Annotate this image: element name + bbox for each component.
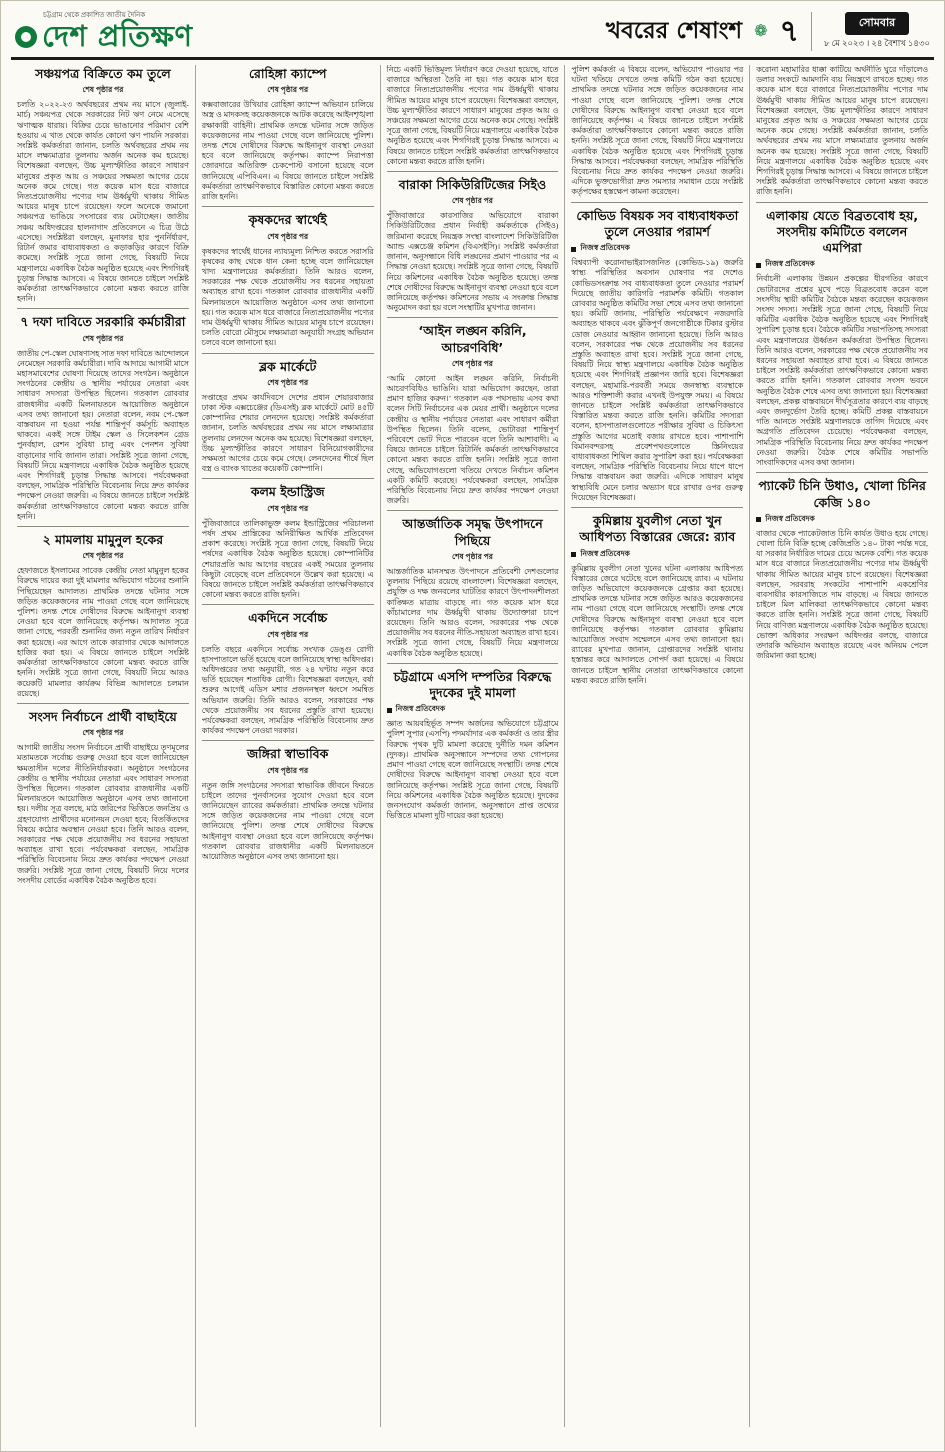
article-headline: একদিনে সর্বোচ্চ xyxy=(248,610,328,626)
column-2 xyxy=(195,65,380,1427)
article-headline: কোভিড বিষয়ক সব বাধ্যবাধকতা তুলে নেওয়ার পরামর্শ xyxy=(576,207,739,239)
article-byline: নিজস্ব প্রতিবেদক xyxy=(387,704,559,716)
article xyxy=(202,206,374,348)
article-headline: ২ মামলায় মামুনুল হকের xyxy=(42,532,164,548)
article-body: বাজার থেকে প্যাকেটজাত চিনি কার্যত উধাও হয়ে গেছে। খোলা চিনি বিক্রি হচ্ছে কেজিপ্রতি ১৪০ টাকা পর্যন্ত দরে, যা সরকার নির্ধারিত দামের চেয়ে অনেক বেশি। গত কয়েক মাস ধরে বাজারে নিত্যপ্রয়োজনীয় পণ্যের দাম ঊর্ধ্বমুখী থাকায় সীমিত আয়ের মানুষ চাপে রয়েছেন। বিশেষজ্ঞরা বলছেন, সরবরাহ সংকটের পাশাপাশি একশ্রেণির ব্যবসায়ীর কারসাজিতে দাম বাড়ছে। এ বিষয়ে জানতে চাইলে মিল মালিকরা তাৎক্ষণিকভাবে কোনো মন্তব্য করতে রাজি হননি। সংশ্লিষ্ট সূত্রে জানা গেছে, বিষয়টি নিয়ে বাণিজ্য মন্ত্রণালয়ে একাধিক বৈঠক অনুষ্ঠিত হয়েছে। ভোক্তা অধিকার সংরক্ষণ অধিদপ্তর বলছে, বাজারে তদারকি অভিযান অব্যাহত রয়েছে এবং অনিয়ম পেলে জরিমানা করা হচ্ছে। xyxy=(756,528,928,661)
column-3 xyxy=(380,65,565,1427)
article-body: পুঁজিবাজারে তালিকাভুক্ত কলম ইন্ডাস্ট্রিজের পরিচালনা পর্ষদ প্রথম প্রান্তিকের অনিরীক্ষিত আর্থিক প্রতিবেদন প্রকাশ করেছে। সংশ্লিষ্ট সূত্রে জানা গেছে, বিষয়টি নিয়ে পর্ষদের একাধিক বৈঠক অনুষ্ঠিত হয়েছে। কোম্পানিটির শেয়ারপ্রতি আয় আগের বছরের একই সময়ের তুলনায় কিছুটা বেড়েছে বলে প্রতিবেদনে উল্লেখ করা হয়েছে। এ বিষয়ে জানতে চাইলে সংশ্লিষ্ট কর্মকর্তারা তাৎক্ষণিকভাবে কোনো মন্তব্য করতে রাজি হননি। xyxy=(201,518,374,600)
article-kicker: শেষ পৃষ্ঠার পর xyxy=(82,728,124,738)
article xyxy=(571,202,743,503)
article-headline: ব্লক মার্কেটে xyxy=(259,358,317,374)
masthead-right xyxy=(606,12,930,51)
article-body: জাতীয় পে-স্কেল ঘোষণাসহ সাত দফা দাবিতে আন্দোলনে নেমেছেন সরকারি কর্মচারীরা। দাবি আদায়ে আগামী মাসে মহাসমাবেশের ঘোষণা দিয়েছে তাদের সংগঠন। অনুষ্ঠানে সংগঠনের কেন্দ্রীয় ও স্থানীয় পর্যায়ের নেতারা এবং সাধারণ সদস্যরা উপস্থিত ছিলেন। গতকাল রোববার রাজধানীর একটি মিলনায়তনে আয়োজিত অনুষ্ঠানে এসব তথ্য জানানো হয়। নেতারা বলেন, নবম পে-স্কেল বাস্তবায়ন না হওয়া পর্যন্ত শান্তিপূর্ণ কর্মসূচি অব্যাহত থাকবে। একই সঙ্গে টাইম স্কেল ও সিলেকশন গ্রেড পুনর্বহাল, রেশন সুবিধা চালু এবং পেনশন সুবিধা বাড়ানোর দাবি জানান তারা। সংশ্লিষ্ট সূত্রে জানা গেছে, বিষয়টি নিয়ে মন্ত্রণালয়ে একাধিক বৈঠক অনুষ্ঠিত হয়েছে এবং শিগগিরই চূড়ান্ত সিদ্ধান্ত আসবে। পর্যবেক্ষকরা বলছেন, সামগ্রিক পরিস্থিতি বিবেচনায় নিয়ে দ্রুত কার্যকর পদক্ষেপ নেওয়া জরুরি। এ বিষয়ে জানতে চাইলে সংশ্লিষ্ট কর্মকর্তারা তাৎক্ষণিকভাবে কোনো মন্তব্য করতে রাজি হননি। xyxy=(17,348,189,521)
article-headline: চট্টগ্রামে এসপি দম্পতির বিরুদ্ধে দুদকের দুই মামলা xyxy=(393,668,552,701)
article-headline: রোহিঙ্গা ক্যাম্পে xyxy=(248,66,327,81)
article-body: আন্তর্জাতিক মানসম্মত উৎপাদনে প্রতিবেশী দেশগুলোর তুলনায় পিছিয়ে রয়েছে বাংলাদেশ। বিশেষজ্ঞরা বলছেন, প্রযুক্তি ও দক্ষ জনবলের ঘাটতির কারণে উৎপাদনশীলতা কাঙ্ক্ষিত মাত্রায় বাড়ছে না। গত কয়েক মাস ধরে কাঁচামালের দাম ঊর্ধ্বমুখী থাকায় উদ্যোক্তারা চাপে রয়েছেন। তিনি আরও বলেন, সরকারের পক্ষ থেকে প্রয়োজনীয় সব ধরনের নীতি-সহায়তা অব্যাহত রাখা হবে। সংশ্লিষ্ট সূত্রে জানা গেছে, বিষয়টি নিয়ে মন্ত্রণালয়ে একাধিক বৈঠক অনুষ্ঠিত হয়েছে। xyxy=(386,566,559,658)
masthead xyxy=(11,7,934,55)
article-body: পুলিশ কর্মকর্তা এ বিষয়ে বলেন, অভিযোগ পাওয়ার পর ঘটনা খতিয়ে দেখতে তদন্ত কমিটি গঠন করা হয়েছে। প্রাথমিক তদন্তে ঘটনার সঙ্গে জড়িত কয়েকজনের নাম পাওয়া গেছে বলে জানিয়েছে পুলিশ। তদন্ত শেষে দোষীদের বিরুদ্ধে আইনানুগ ব্যবস্থা নেওয়া হবে বলে জানিয়েছে কর্তৃপক্ষ। এ বিষয়ে জানতে চাইলে সংশ্লিষ্ট কর্মকর্তারা তাৎক্ষণিকভাবে কোনো মন্তব্য করতে রাজি হননি। সংশ্লিষ্ট সূত্রে জানা গেছে, বিষয়টি নিয়ে মন্ত্রণালয়ে একাধিক বৈঠক অনুষ্ঠিত হয়েছে এবং শিগগিরই চূড়ান্ত সিদ্ধান্ত আসবে। পর্যবেক্ষকরা বলছেন, সামগ্রিক পরিস্থিতি বিবেচনায় নিয়ে দ্রুত কার্যকর পদক্ষেপ নেওয়া জরুরি। এদিকে ভুক্তভোগীরা দ্রুত সমস্যার সমাধান চেয়ে সংশ্লিষ্ট কর্তৃপক্ষের হস্তক্ষেপ কামনা করেছেন। xyxy=(571,65,744,197)
article-columns xyxy=(11,65,934,1427)
article-headline: ‘আইন লঙ্ঘন করিনি, আচরণবিধি’ xyxy=(418,323,527,355)
column-5 xyxy=(749,65,934,1427)
article xyxy=(202,740,374,862)
section-title: খবরের শেষাংশ xyxy=(605,18,743,44)
article-body: কুমিল্লায় যুবলীগ নেতা খুনের ঘটনা এলাকায় আধিপত্য বিস্তারের জেরে ঘটেছে বলে জানিয়েছে র‍্যাব। এ ঘটনায় জড়িত অভিযোগে কয়েকজনকে গ্রেপ্তার করা হয়েছে। প্রাথমিক তদন্তে ঘটনার সঙ্গে জড়িত আরও কয়েকজনের নাম পাওয়া গেছে বলে জানিয়েছে সংস্থাটি। তদন্ত শেষে দোষীদের বিরুদ্ধে আইনানুগ ব্যবস্থা নেওয়া হবে বলে জানিয়েছে কর্তৃপক্ষ। গতকাল রোববার কুমিল্লায় আয়োজিত সংবাদ সম্মেলনে এসব তথ্য জানানো হয়। র‍্যাবের মুখপাত্র জানান, গ্রেপ্তারদের সংশ্লিষ্ট থানায় হস্তান্তর করে আদালতে সোপর্দ করা হয়েছে। এ বিষয়ে জানতে চাইলে স্থানীয় নেতারা তাৎক্ষণিকভাবে কোনো মন্তব্য করতে রাজি হননি। xyxy=(571,563,744,685)
date-line: ৮ মে ২০২৩ । ২৪ বৈশাখ ১৪৩০ xyxy=(824,38,930,48)
article-body: নতুন জঙ্গি সংগঠনের সদস্যরা স্বাভাবিক জীবনে ফিরতে চাইলে তাদের পুনর্বাসনের সুযোগ দেওয়া হবে বলে জানিয়েছেন র‍্যাবের কর্মকর্তারা। প্রাথমিক তদন্তে ঘটনার সঙ্গে জড়িত কয়েকজনের নাম পাওয়া গেছে বলে জানিয়েছে পুলিশ। তদন্ত শেষে দোষীদের বিরুদ্ধে আইনানুগ ব্যবস্থা নেওয়া হবে বলে জানিয়েছে কর্তৃপক্ষ। গতকাল রোববার রাজধানীর একটি মিলনায়তনে আয়োজিত অনুষ্ঠানে এসব তথ্য জানানো হয়। xyxy=(201,780,374,862)
page-number: ৭ xyxy=(779,13,800,49)
article-byline: নিজস্ব প্রতিবেদক xyxy=(756,259,928,271)
paper-logo-icon xyxy=(15,26,37,48)
flower-ornament-icon: ❁ xyxy=(754,22,768,40)
article-headline: বারাকা সিকিউরিটিজের সিইও xyxy=(398,177,547,193)
article-kicker: শেষ পৃষ্ঠার পর xyxy=(267,765,309,775)
article xyxy=(387,65,559,167)
article xyxy=(387,510,559,658)
article xyxy=(202,604,374,736)
article xyxy=(202,353,374,475)
article xyxy=(17,703,189,886)
article-body: কৃষকদের স্বার্থেই ধানের ন্যায্যমূল্য নিশ্চিত করতে সরাসরি কৃষকের কাছ থেকে ধান কেনা হচ্ছে বলে জানিয়েছেন খাদ্য মন্ত্রণালয়ের কর্মকর্তারা। তিনি আরও বলেন, সরকারের পক্ষ থেকে প্রয়োজনীয় সব ধরনের সহায়তা অব্যাহত রাখা হবে। গতকাল রোববার রাজধানীর একটি মিলনায়তনে আয়োজিত অনুষ্ঠানে এসব তথ্য জানানো হয়। গত কয়েক মাস ধরে বাজারে নিত্যপ্রয়োজনীয় পণ্যের দাম ঊর্ধ্বমুখী থাকায় সীমিত আয়ের মানুষ চাপে রয়েছেন। চলতি বোরো মৌসুমে লক্ষ্যমাত্রা অনুযায়ী সংগ্রহ অভিযান চলবে বলে জানানো হয়। xyxy=(201,246,374,348)
article-headline: আন্তর্জাতিক সমৃদ্ধ উৎপাদনে পিছিয়ে xyxy=(402,516,543,548)
masthead-rule xyxy=(11,57,934,60)
article xyxy=(387,663,559,822)
article xyxy=(756,65,928,198)
day-badge: সোমবার xyxy=(845,12,909,35)
article xyxy=(17,526,189,699)
article-body: চলতি বছরে একদিনে সর্বোচ্চ সংখ্যক ডেঙ্গু রোগী হাসপাতালে ভর্তি হয়েছে বলে জানিয়েছে স্বাস্থ্য অধিদপ্তর। অধিদপ্তরের তথ্য অনুযায়ী, গত ২৪ ঘণ্টায় নতুন করে ভর্তি হয়েছেন শতাধিক রোগী। বিশেষজ্ঞরা বলছেন, বর্ষা শুরুর আগেই এডিস মশার প্রজননস্থল ধ্বংসে সমন্বিত অভিযান জরুরি। তিনি আরও বলেন, সরকারের পক্ষ থেকে প্রয়োজনীয় সব ধরনের প্রস্তুতি রাখা হয়েছে। পর্যবেক্ষকরা বলছেন, সামগ্রিক পরিস্থিতি বিবেচনায় দ্রুত কার্যকর পদক্ষেপ নেওয়া দরকার। xyxy=(201,644,374,736)
column-4 xyxy=(564,65,749,1427)
article xyxy=(387,171,559,313)
article xyxy=(571,507,743,686)
article-body: বিশ্বব্যাপী করোনাভাইরাসজনিত (কোভিড-১৯) জরুরি স্বাস্থ্য পরিস্থিতির অবসান ঘোষণার পর দেশেও কোভিডসংক্রান্ত সব বাধ্যবাধকতা তুলে নেওয়ার পরামর্শ দিয়েছে জাতীয় কারিগরি পরামর্শক কমিটি। গতকাল রোববার অনুষ্ঠিত কমিটির সভা শেষে এসব তথ্য জানানো হয়। কমিটি জানায়, পরিস্থিতি পর্যবেক্ষণে নজরদারি অব্যাহত থাকবে এবং ঝুঁকিপূর্ণ জনগোষ্ঠীকে টিকার বুস্টার ডোজ নেওয়ার আহ্বান জানানো হয়েছে। তিনি আরও বলেন, সরকারের পক্ষ থেকে প্রয়োজনীয় সব ধরনের প্রস্তুতি অব্যাহত রাখা হবে। সংশ্লিষ্ট সূত্রে জানা গেছে, বিষয়টি নিয়ে স্বাস্থ্য মন্ত্রণালয়ে একাধিক বৈঠক অনুষ্ঠিত হয়েছে এবং শিগগিরই প্রজ্ঞাপন জারি হবে। বিশেষজ্ঞরা বলছেন, মহামারি-পরবর্তী সময়ে জনস্বাস্থ্য ব্যবস্থাকে আরও শক্তিশালী করার এখনই উপযুক্ত সময়। এ বিষয়ে জানতে চাইলে সংশ্লিষ্ট কর্মকর্তারা তাৎক্ষণিকভাবে বিস্তারিত মন্তব্য করতে রাজি হননি। কমিটির সদস্যরা বলেন, হাসপাতালগুলোতে পরীক্ষার সুবিধা ও চিকিৎসা প্রস্তুতি আগের মতোই বজায় রাখতে হবে। পাশাপাশি বিমানবন্দরসহ প্রবেশপথগুলোতে স্ক্রিনিংয়ের বাধ্যবাধকতা শিথিল করার সুপারিশ করা হয়। পর্যবেক্ষকরা বলছেন, সামগ্রিক পরিস্থিতি বিবেচনায় নিয়ে ধাপে ধাপে সিদ্ধান্ত বাস্তবায়ন করা জরুরি। এদিকে সাধারণ মানুষ স্বাস্থ্যবিধি মেনে চলার অভ্যাস ধরে রাখার ওপর গুরুত্ব দিয়েছেন বিশেষজ্ঞরা। xyxy=(571,258,744,502)
article-headline: জঙ্গিরা স্বাভাবিক xyxy=(247,746,329,762)
article-headline: সঞ্চয়পত্র বিক্রিতে কম তুলে xyxy=(35,66,171,81)
article-headline: সংসদ নির্বাচনে প্রার্থী বাছাইয়ে xyxy=(29,708,177,724)
article-headline: ৭ দফা দাবিতে সরকারি কর্মচারীরা xyxy=(20,314,186,330)
article-kicker: শেষ পৃষ্ঠার পর xyxy=(267,377,309,387)
article-body: সপ্তাহের প্রথম কার্যদিবসে দেশের প্রধান শেয়ারবাজার ঢাকা স্টক এক্সচেঞ্জের (ডিএসই) ব্লক মার্কেটে মোট ৪৫টি কোম্পানির শেয়ার লেনদেন হয়েছে। সংশ্লিষ্ট কর্মকর্তারা জানান, চলতি অর্থবছরের প্রথম নয় মাসে লক্ষ্যমাত্রার তুলনায় লেনদেন অনেক কম হয়েছে। বিশেষজ্ঞরা বলছেন, উচ্চ মূল্যস্ফীতির কারণে সাধারণ বিনিয়োগকারীদের সক্ষমতা আগের চেয়ে কমে গেছে। লেনদেনের শীর্ষে ছিল বস্ত্র ও ব্যাংক খাতের কয়েকটি কোম্পানি। xyxy=(201,392,374,474)
article-byline: নিজস্ব প্রতিবেদক xyxy=(571,243,743,255)
date-block xyxy=(811,12,930,51)
article-byline: নিজস্ব প্রতিবেদক xyxy=(756,514,928,526)
article-kicker: শেষ পৃষ্ঠার পর xyxy=(267,629,309,639)
article-body: করোনা মহামারির ধাক্কা কাটিয়ে অর্থনীতি ঘুরে দাঁড়ালেও ডলার সংকটে আমদানি ব্যয় নিয়ন্ত্রণে রাখতে হচ্ছে। গত কয়েক মাস ধরে বাজারে নিত্যপ্রয়োজনীয় পণ্যের দাম ঊর্ধ্বমুখী থাকায় সীমিত আয়ের মানুষ চাপে রয়েছেন। বিশেষজ্ঞরা বলছেন, উচ্চ মূল্যস্ফীতির কারণে সাধারণ মানুষের প্রকৃত আয় ও সঞ্চয়ের সক্ষমতা আগের চেয়ে অনেক কমে গেছে। সংশ্লিষ্ট কর্মকর্তারা জানান, চলতি অর্থবছরের প্রথম নয় মাসে লক্ষ্যমাত্রার তুলনায় অর্জন অনেক কম হয়েছে। সংশ্লিষ্ট সূত্রে জানা গেছে, বিষয়টি নিয়ে মন্ত্রণালয়ে একাধিক বৈঠক অনুষ্ঠিত হয়েছে এবং শিগগিরই চূড়ান্ত সিদ্ধান্ত আসবে। এ বিষয়ে জানতে চাইলে সংশ্লিষ্ট কর্মকর্তারা তাৎক্ষণিকভাবে কোনো মন্তব্য করতে রাজি হননি। xyxy=(756,65,928,197)
column-1 xyxy=(11,65,195,1427)
article-byline: নিজস্ব প্রতিবেদক xyxy=(571,549,743,561)
article-kicker: শেষ পৃষ্ঠার পর xyxy=(452,358,493,368)
article-kicker: শেষ পৃষ্ঠার পর xyxy=(452,196,493,206)
article xyxy=(756,472,928,661)
article-body: চলতি ২০২২-২৩ অর্থবছরের প্রথম নয় মাসে (জুলাই-মার্চ) সঞ্চয়পত্র থেকে সরকারের নিট ঋণ নেমে এসেছে ঋণাত্মক ধারায়। বিক্রির চেয়ে ভাঙানোর পরিমাণ বেশি হওয়ায় এ খাত থেকে কার্যত কোনো ঋণ পায়নি সরকার। সংশ্লিষ্ট কর্মকর্তারা জানান, চলতি অর্থবছরের প্রথম নয় মাসে লক্ষ্যমাত্রার তুলনায় অর্জন অনেক কম হয়েছে। বিশেষজ্ঞরা বলছেন, উচ্চ মূল্যস্ফীতির কারণে সাধারণ মানুষের প্রকৃত আয় ও সঞ্চয়ের সক্ষমতা আগের চেয়ে অনেক কমে গেছে। গত কয়েক মাস ধরে বাজারে নিত্যপ্রয়োজনীয় পণ্যের দাম ঊর্ধ্বমুখী থাকায় সীমিত আয়ের মানুষ চাপে রয়েছেন। ফলে অনেকে জমানো সঞ্চয়পত্র ভাঙিয়ে সংসারের ব্যয় মেটাচ্ছেন। জাতীয় সঞ্চয় অধিদপ্তরের হালনাগাদ প্রতিবেদনে এ চিত্র উঠে এসেছে। সংশ্লিষ্টরা বলছেন, মুনাফার হার পুনর্নির্ধারণ, রিটার্ন জমার বাধ্যবাধকতা ও কড়াকড়ির কারণে বিক্রি কমেছে। সংশ্লিষ্ট সূত্রে জানা গেছে, বিষয়টি নিয়ে মন্ত্রণালয়ে একাধিক বৈঠক অনুষ্ঠিত হয়েছে এবং শিগগিরই চূড়ান্ত সিদ্ধান্ত আসবে। এ বিষয়ে জানতে চাইলে সংশ্লিষ্ট কর্মকর্তারা তাৎক্ষণিকভাবে কোনো মন্তব্য করতে রাজি হননি। xyxy=(17,100,189,304)
article-headline: এলাকায় যেতে বিব্রতবোধ হয়, সংসদীয় কমিটিতে বললেন এমপিরা xyxy=(766,207,919,256)
article-kicker: শেষ পৃষ্ঠার পর xyxy=(452,551,493,561)
article-kicker: শেষ পৃষ্ঠার পর xyxy=(267,85,309,95)
article xyxy=(17,66,189,304)
article-kicker: শেষ পৃষ্ঠার পর xyxy=(267,231,309,241)
article-kicker: শেষ পৃষ্ঠার পর xyxy=(82,551,124,561)
article-body: হেফাজতে ইসলামের সাবেক কেন্দ্রীয় নেতা মামুনুল হকের বিরুদ্ধে দায়ের করা দুই মামলার অভিযোগ গঠনের শুনানি পিছিয়েছেন আদালত। প্রাথমিক তদন্তে ঘটনার সঙ্গে জড়িত কয়েকজনের নাম পাওয়া গেছে বলে জানিয়েছে পুলিশ। তদন্ত শেষে দোষীদের বিরুদ্ধে আইনানুগ ব্যবস্থা নেওয়া হবে বলে জানিয়েছে কর্তৃপক্ষ। আদালত সূত্রে জানা গেছে, পরবর্তী শুনানির জন্য নতুন তারিখ নির্ধারণ করা হয়েছে। এর আগে তাকে কারাগার থেকে আদালতে হাজির করা হয়। এ বিষয়ে জানতে চাইলে সংশ্লিষ্ট কর্মকর্তারা তাৎক্ষণিকভাবে কোনো মন্তব্য করতে রাজি হননি। সংশ্লিষ্ট সূত্রে জানা গেছে, বিষয়টি নিয়ে আরও কয়েকটি মামলার কার্যক্রম বিভিন্ন আদালতে চলমান রয়েছে। xyxy=(17,566,189,698)
article-headline: কলম ইন্ডাস্ট্রিজ xyxy=(250,484,325,500)
article xyxy=(387,317,559,506)
masthead-left xyxy=(15,9,193,51)
article-body: কক্সবাজারের উখিয়ার রোহিঙ্গা ক্যাম্পে অভিযান চালিয়ে অস্ত্র ও মাদকসহ কয়েকজনকে আটক করেছে আইনশৃঙ্খলা রক্ষাকারী বাহিনী। প্রাথমিক তদন্তে ঘটনার সঙ্গে জড়িত কয়েকজনের নাম পাওয়া গেছে বলে জানিয়েছে পুলিশ। তদন্ত শেষে দোষীদের বিরুদ্ধে আইনানুগ ব্যবস্থা নেওয়া হবে বলে জানিয়েছে কর্তৃপক্ষ। ক্যাম্পে নিরাপত্তা জোরদারে অতিরিক্ত চেকপোস্ট বসানো হয়েছে বলে জানিয়েছে এপিবিএন। এ বিষয়ে জানতে চাইলে সংশ্লিষ্ট কর্মকর্তারা তাৎক্ষণিকভাবে বিস্তারিত কোনো মন্তব্য করতে রাজি হননি। xyxy=(201,100,374,202)
article-body: নির্বাচনী এলাকায় উন্নয়ন প্রকল্পের ধীরগতির কারণে ভোটারদের প্রশ্নের মুখে পড়ে বিব্রতবোধ করেন বলে সংসদীয় স্থায়ী কমিটির বৈঠকে মন্তব্য করেছেন কয়েকজন সংসদ সদস্য। সংশ্লিষ্ট সূত্রে জানা গেছে, বিষয়টি নিয়ে কমিটির একাধিক বৈঠক অনুষ্ঠিত হয়েছে এবং শিগগিরই সুপারিশ চূড়ান্ত হবে। বৈঠকে কমিটির সভাপতিসহ সদস্যরা এবং মন্ত্রণালয়ের ঊর্ধ্বতন কর্মকর্তারা উপস্থিত ছিলেন। তিনি আরও বলেন, সরকারের পক্ষ থেকে প্রয়োজনীয় সব ধরনের সহায়তা অব্যাহত রাখা হবে। এ বিষয়ে জানতে চাইলে সংশ্লিষ্ট কর্মকর্তারা তাৎক্ষণিকভাবে কোনো মন্তব্য করতে রাজি হননি। গতকাল রোববার সংসদ ভবনে অনুষ্ঠিত বৈঠক শেষে এসব তথ্য জানানো হয়। বিশেষজ্ঞরা বলছেন, প্রকল্প বাস্তবায়নে দীর্ঘসূত্রতার কারণে ব্যয় বাড়ছে এবং জনদুর্ভোগ তৈরি হচ্ছে। কমিটি প্রকল্প বাস্তবায়নে গতি আনতে সংশ্লিষ্ট মন্ত্রণালয়কে তাগিদ দিয়েছে এবং অগ্রগতি প্রতিবেদন চেয়েছে। পর্যবেক্ষকরা বলছেন, সামগ্রিক পরিস্থিতি বিবেচনায় নিয়ে দ্রুত কার্যকর পদক্ষেপ নেওয়া জরুরি। বৈঠক শেষে কমিটির সভাপতি সাংবাদিকদের এসব কথা জানান। xyxy=(756,274,928,468)
article-kicker: শেষ পৃষ্ঠার পর xyxy=(267,503,309,513)
article-body: নিচে একটি ভিত্তিমূল্য নির্ধারণ করে দেওয়া হয়েছে, যাতে বাজারে অস্থিরতা তৈরি না হয়। গত কয়েক মাস ধরে বাজারে নিত্যপ্রয়োজনীয় পণ্যের দাম ঊর্ধ্বমুখী থাকায় সীমিত আয়ের মানুষ চাপে রয়েছেন। বিশেষজ্ঞরা বলছেন, উচ্চ মূল্যস্ফীতির কারণে সাধারণ মানুষের প্রকৃত আয় ও সঞ্চয়ের সক্ষমতা আগের চেয়ে অনেক কমে গেছে। সংশ্লিষ্ট সূত্রে জানা গেছে, বিষয়টি নিয়ে মন্ত্রণালয়ে একাধিক বৈঠক অনুষ্ঠিত হয়েছে এবং শিগগিরই চূড়ান্ত সিদ্ধান্ত আসবে। এ বিষয়ে জানতে চাইলে সংশ্লিষ্ট কর্মকর্তারা তাৎক্ষণিকভাবে কোনো মন্তব্য করতে রাজি হননি। xyxy=(386,65,559,166)
article-headline: প্যাকেট চিনি উধাও, খোলা চিনির কেজি ১৪০ xyxy=(758,478,926,510)
article-body: আগামী জাতীয় সংসদ নির্বাচনে প্রার্থী বাছাইয়ে তৃণমূলের মতামতকে সর্বোচ্চ গুরুত্ব দেওয়া হবে বলে জানিয়েছেন ক্ষমতাসীন দলের নীতিনির্ধারকরা। অনুষ্ঠানে সংগঠনের কেন্দ্রীয় ও স্থানীয় পর্যায়ের নেতারা এবং সাধারণ সদস্যরা উপস্থিত ছিলেন। গতকাল রোববার রাজধানীর একটি মিলনায়তনে আয়োজিত অনুষ্ঠানে এসব তথ্য জানানো হয়। দলীয় সূত্র বলছে, মাঠ জরিপের ভিত্তিতে জনপ্রিয় ও গ্রহণযোগ্য প্রার্থীদের মনোনয়ন দেওয়া হবে; বিতর্কিতদের বিষয়ে কঠোর অবস্থান নেওয়া হবে। তিনি আরও বলেন, সরকারের পক্ষ থেকে প্রয়োজনীয় সব ধরনের সহায়তা অব্যাহত রাখা হবে। পর্যবেক্ষকরা বলছেন, সামগ্রিক পরিস্থিতি বিবেচনায় নিয়ে দ্রুত কার্যকর পদক্ষেপ নেওয়া জরুরি। সংশ্লিষ্ট সূত্রে জানা গেছে, বিষয়টি নিয়ে দলের সংসদীয় বোর্ডের একাধিক বৈঠক অনুষ্ঠিত হবে। xyxy=(17,743,189,885)
article-kicker: শেষ পৃষ্ঠার পর xyxy=(82,333,124,343)
article-body: পুঁজিবাজারে কারসাজির অভিযোগে বারাকা সিকিউরিটিজের প্রধান নির্বাহী কর্মকর্তাকে (সিইও) জরিমানা করেছে নিয়ন্ত্রক সংস্থা বাংলাদেশ সিকিউরিটিজ অ্যান্ড এক্সচেঞ্জ কমিশন (বিএসইসি)। সংশ্লিষ্ট কর্মকর্তারা জানান, অনুসন্ধানে বিধি লঙ্ঘনের প্রমাণ পাওয়ার পর এ সিদ্ধান্ত নেওয়া হয়েছে। সংশ্লিষ্ট সূত্রে জানা গেছে, বিষয়টি নিয়ে কমিশনের একাধিক বৈঠক অনুষ্ঠিত হয়েছে। তদন্ত শেষে দোষীদের বিরুদ্ধে আইনানুগ ব্যবস্থা নেওয়া হবে বলে জানিয়েছে কর্তৃপক্ষ। কমিশনের সভায় এ সংক্রান্ত সিদ্ধান্ত অনুমোদন করা হয় বলে সংস্থাটির মুখপাত্র জানান। xyxy=(386,211,559,313)
article-kicker: শেষ পৃষ্ঠার পর xyxy=(82,85,124,95)
article xyxy=(202,66,374,202)
article-headline: কুমিল্লায় যুবলীগ নেতা খুন আধিপত্য বিস্তারের জেরে: র‍্যাব xyxy=(579,513,736,545)
article xyxy=(756,202,928,469)
article xyxy=(202,478,374,600)
article-body: জ্ঞাত আয়বহির্ভূত সম্পদ অর্জনের অভিযোগে চট্টগ্রামে পুলিশ সুপার (এসপি) পদমর্যাদার এক কর্মকর্তা ও তার স্ত্রীর বিরুদ্ধে পৃথক দুটি মামলা করেছে দুর্নীতি দমন কমিশন (দুদক)। প্রাথমিক অনুসন্ধানে সম্পদের তথ্য গোপনের প্রমাণ পাওয়া গেছে বলে জানিয়েছে সংস্থাটি। তদন্ত শেষে দোষীদের বিরুদ্ধে আইনানুগ ব্যবস্থা নেওয়া হবে বলে জানিয়েছে কর্তৃপক্ষ। সংশ্লিষ্ট সূত্রে জানা গেছে, বিষয়টি নিয়ে কমিশনের একাধিক বৈঠক অনুষ্ঠিত হয়েছে। দুদকের জনসংযোগ কর্মকর্তা জানান, অনুসন্ধানে প্রাপ্ত তথ্যের ভিত্তিতে মামলা দুটি দায়ের করা হয়েছে। xyxy=(386,719,559,821)
paper-tagline: চট্টগ্রাম থেকে প্রকাশিত জাতীয় দৈনিক xyxy=(43,11,146,19)
paper-name: দেশ প্রতিক্ষণ xyxy=(42,19,193,53)
article-body: ‘আমি কোনো আইন লঙ্ঘন করিনি, নির্বাচনী আচরণবিধিও ভাঙিনি। যারা অভিযোগ করছেন, তারা প্রমাণ হাজির করুন।’ গতকাল এক পথসভায় এসব কথা বলেন সিটি নির্বাচনের এক মেয়র প্রার্থী। অনুষ্ঠানে দলের কেন্দ্রীয় ও স্থানীয় পর্যায়ের নেতারা এবং সাধারণ কর্মীরা উপস্থিত ছিলেন। তিনি বলেন, ভোটাররা শান্তিপূর্ণ পরিবেশে ভোট দিতে পারবেন বলে তিনি আশাবাদী। এ বিষয়ে জানতে চাইলে রিটার্নিং কর্মকর্তা তাৎক্ষণিকভাবে কোনো মন্তব্য করতে রাজি হননি। সংশ্লিষ্ট সূত্রে জানা গেছে, অভিযোগগুলো খতিয়ে দেখতে নির্বাচন কমিশন একটি কমিটি করেছে। পর্যবেক্ষকরা বলছেন, সামগ্রিক পরিস্থিতি বিবেচনায় নিয়ে দ্রুত কার্যকর পদক্ষেপ নেওয়া জরুরি। xyxy=(386,373,559,506)
article-headline: কৃষকদের স্বার্থেই xyxy=(248,212,327,228)
article xyxy=(571,65,743,198)
article xyxy=(17,308,189,522)
paper-name-row xyxy=(15,19,193,53)
